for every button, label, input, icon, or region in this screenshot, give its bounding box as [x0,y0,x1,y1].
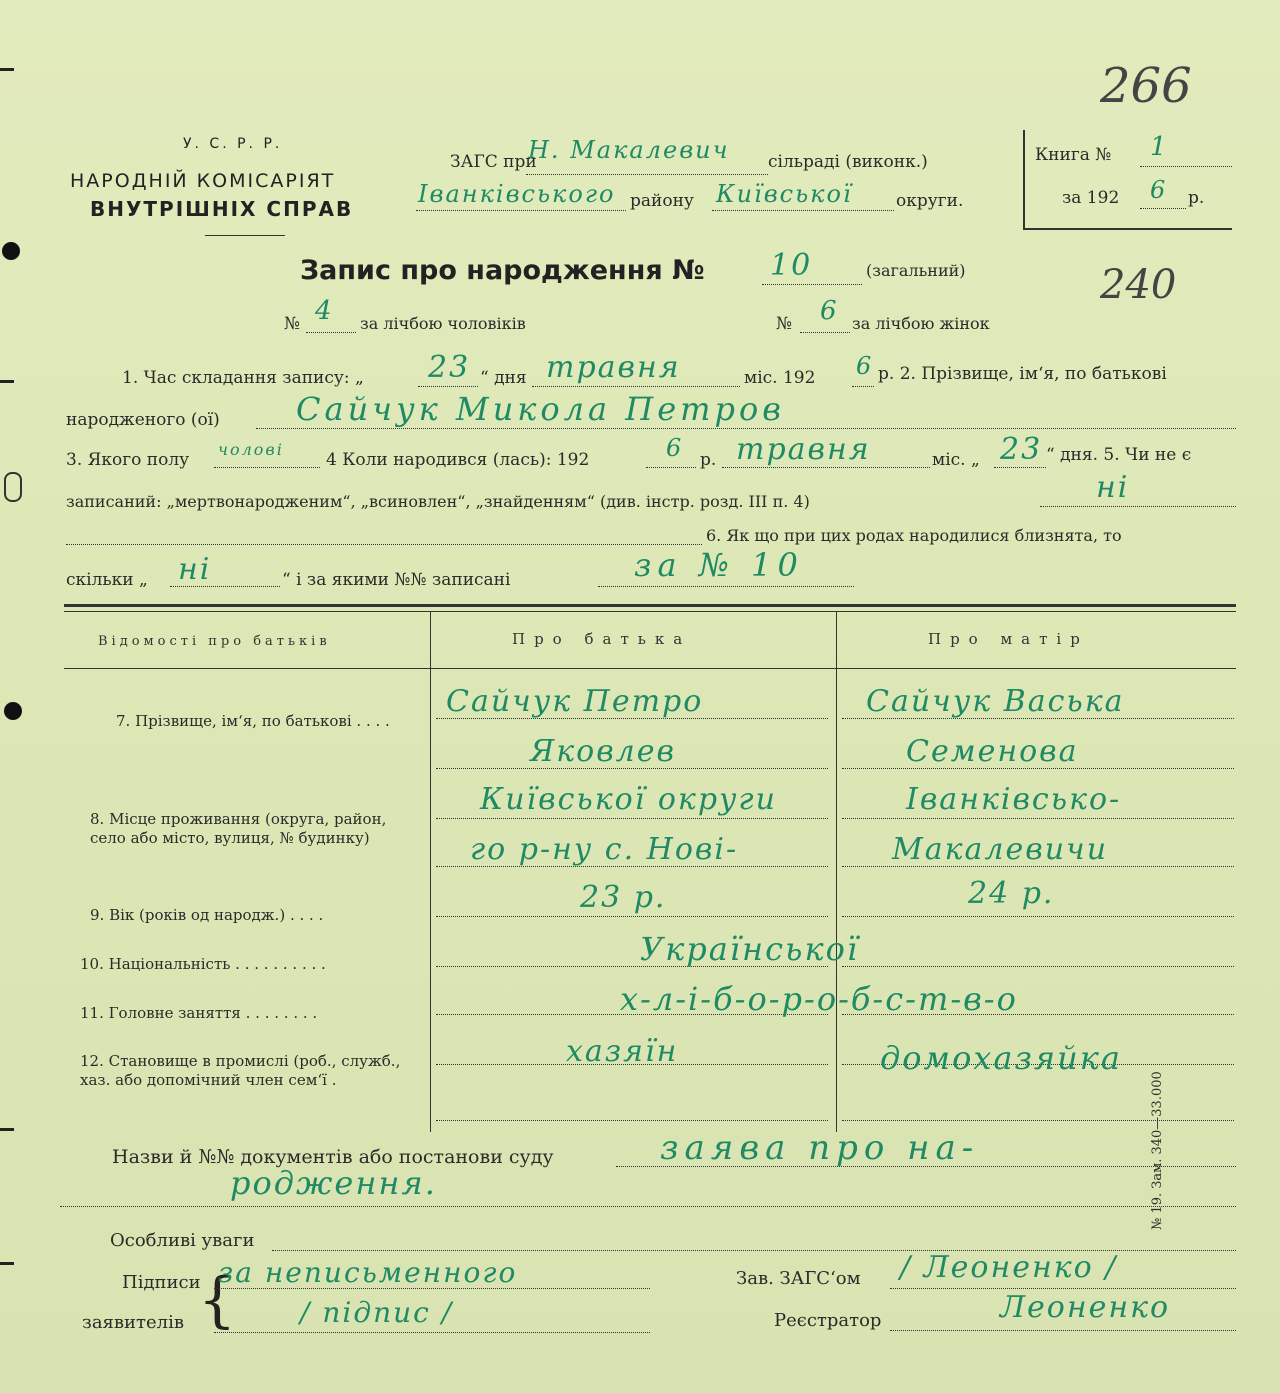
zags-okruh-label: округи. [896,191,964,211]
row-label-nationality: 10. Національність . . . . . . . . . . [80,955,326,973]
row-label-status: 12. Становище в промислі (роб., служб., хаз. або допомічний член сем‘ї . [80,1052,401,1089]
f1-label: 1. Час складання запису: „ [122,368,364,388]
commissariat-line1: НАРОДНІЙ КОМІСАРІЯТ [70,170,336,192]
zags-suffix: сільраді (виконк.) [768,152,928,172]
f1-day: 23 [428,350,471,385]
binding-hole [2,242,20,260]
record-general-label: (загальний) [866,261,966,280]
general-number-margin: 240 [1100,262,1177,308]
documents-value-line1: заява про на- [660,1128,980,1168]
applicants-label-2: заявителів [82,1312,184,1333]
row-label-name: 7. Прізвище, ім‘я, по батькові . . . . [116,712,390,730]
male-count-label: за лічбою чоловіків [360,314,526,333]
archive-number: 266 [1100,58,1192,114]
table-header-father: Про батька [512,630,692,648]
zags-village: Н. Макалевич [528,136,730,164]
father-residence-line1: Київської округи [480,782,777,817]
book-number: 1 [1150,132,1169,162]
documents-label: Назви й №№ документів або постанови суду [112,1146,554,1168]
registrar-label: Реєстратор [774,1310,882,1331]
female-count-prefix: № [776,314,793,334]
f6-which-label: “ і за якими №№ записані [282,570,511,590]
f5-label: записаний: „мертвонародженим“, „всиновлен“, „знайденням“ (див. інстр. розд. III п. 4) [66,492,810,511]
father-residence-line2: го р-ну с. Нові- [470,832,739,867]
f1-year: 6 [856,352,874,380]
f4-year: 6 [666,434,684,462]
f1-year-suffix: р. 2. Прізвище, ім‘я, по батькові [878,364,1167,384]
female-count-label: за лічбою жінок [852,314,990,333]
f2-value: Сайчук Микола Петров [296,390,785,428]
f1-month-suffix: міс. 192 [744,368,816,388]
applicants-line2: / підпис / [300,1296,454,1329]
divider [205,235,285,236]
head-label: Зав. ЗАГС‘ом [736,1268,861,1289]
father-name-line2: Яковлев [530,734,676,769]
table-header-mother: Про матір [928,630,1089,648]
registrar-value: Леоненко [1000,1290,1171,1325]
book-label: Книга № [1035,145,1112,165]
f4-month-suffix: міс. „ [932,450,980,470]
country-label: У. С. Р. Р. [183,136,283,152]
mother-status: домохазяйка [880,1039,1122,1077]
f4-day-suffix: “ дня. 5. Чи не є [1046,445,1192,465]
zags-prefix: ЗАГС при [450,152,537,172]
f1-month: травня [546,350,681,385]
zags-okruh: Київської [716,180,853,208]
f4-year-suffix: р. [700,450,717,470]
table-col-divider [430,612,431,1132]
binding-mark [0,68,14,71]
male-count-prefix: № [284,314,301,334]
brace-glyph: { [198,1265,237,1335]
applicants-line1: за неписьменного [218,1256,518,1289]
mother-residence-line1: Іванківсько- [906,782,1122,817]
head-value: / Леоненко / [900,1250,1118,1285]
mother-name-line1: Сайчук Васька [866,684,1125,719]
book-year-digit: 6 [1150,176,1168,204]
mother-name-line2: Семенова [906,734,1079,769]
table-header-info: Відомості про батьків [98,634,331,649]
f5-value: ні [1096,470,1130,505]
row-label-occupation: 11. Головне заняття . . . . . . . . [80,1004,318,1022]
table-col-divider [836,612,837,1132]
f6-label: 6. Як що при цих родах народилися близнята, то [706,526,1122,545]
binding-hole [4,702,22,720]
father-status: хазяїн [566,1034,679,1069]
father-name-line1: Сайчук Петро [446,684,704,719]
f4-month: травня [736,432,871,467]
notes-label: Особливі уваги [110,1230,255,1251]
row-label-residence: 8. Місце проживання (округа, район, село або місто, вулиця, № будинку) [90,810,387,847]
f3-label: 3. Якого полу [66,450,190,470]
table-top-rule [64,604,1236,607]
f6-which: за № 10 [634,546,804,584]
record-title: Запис про народження № [300,255,705,286]
record-number: 10 [770,248,813,283]
binding-mark [0,380,14,383]
commissariat-line2: ВНУТРІШНІХ СПРАВ [90,197,354,221]
binding-hole [4,472,22,502]
book-year-suffix: р. [1188,188,1205,208]
zags-district-label: району [630,191,694,211]
occupation-shared: х-л-і-б-о-р-о-б-с-т-в-о [620,980,1018,1018]
mother-residence-line2: Макалевичи [892,832,1109,867]
binding-mark [0,1128,14,1131]
f2-label: народженого (ої) [66,410,220,430]
f6-how-many-label: скільки „ [66,570,148,590]
print-note: № 19. Зам. 340—33.000 [1150,1071,1165,1230]
mother-age: 24 р. [968,876,1055,911]
f4-label: 4 Коли народився (лась): 192 [326,450,590,470]
f4-day: 23 [1000,432,1043,467]
f3-value: чолові [218,440,284,459]
male-count-number: 4 [315,296,334,326]
female-count-number: 6 [820,296,839,326]
documents-value-line2: родження. [230,1164,437,1202]
binding-mark [0,1262,14,1265]
father-age: 23 р. [580,880,667,915]
book-year-prefix: за 192 [1062,188,1120,208]
applicants-label-1: Підписи [122,1272,201,1293]
zags-district: Іванківського [418,180,616,208]
f1-day-suffix: “ дня [480,368,527,388]
nationality-shared: Української [640,930,860,968]
f6-how-many: ні [178,552,212,587]
row-label-age: 9. Вік (років од народж.) . . . . [90,906,324,924]
